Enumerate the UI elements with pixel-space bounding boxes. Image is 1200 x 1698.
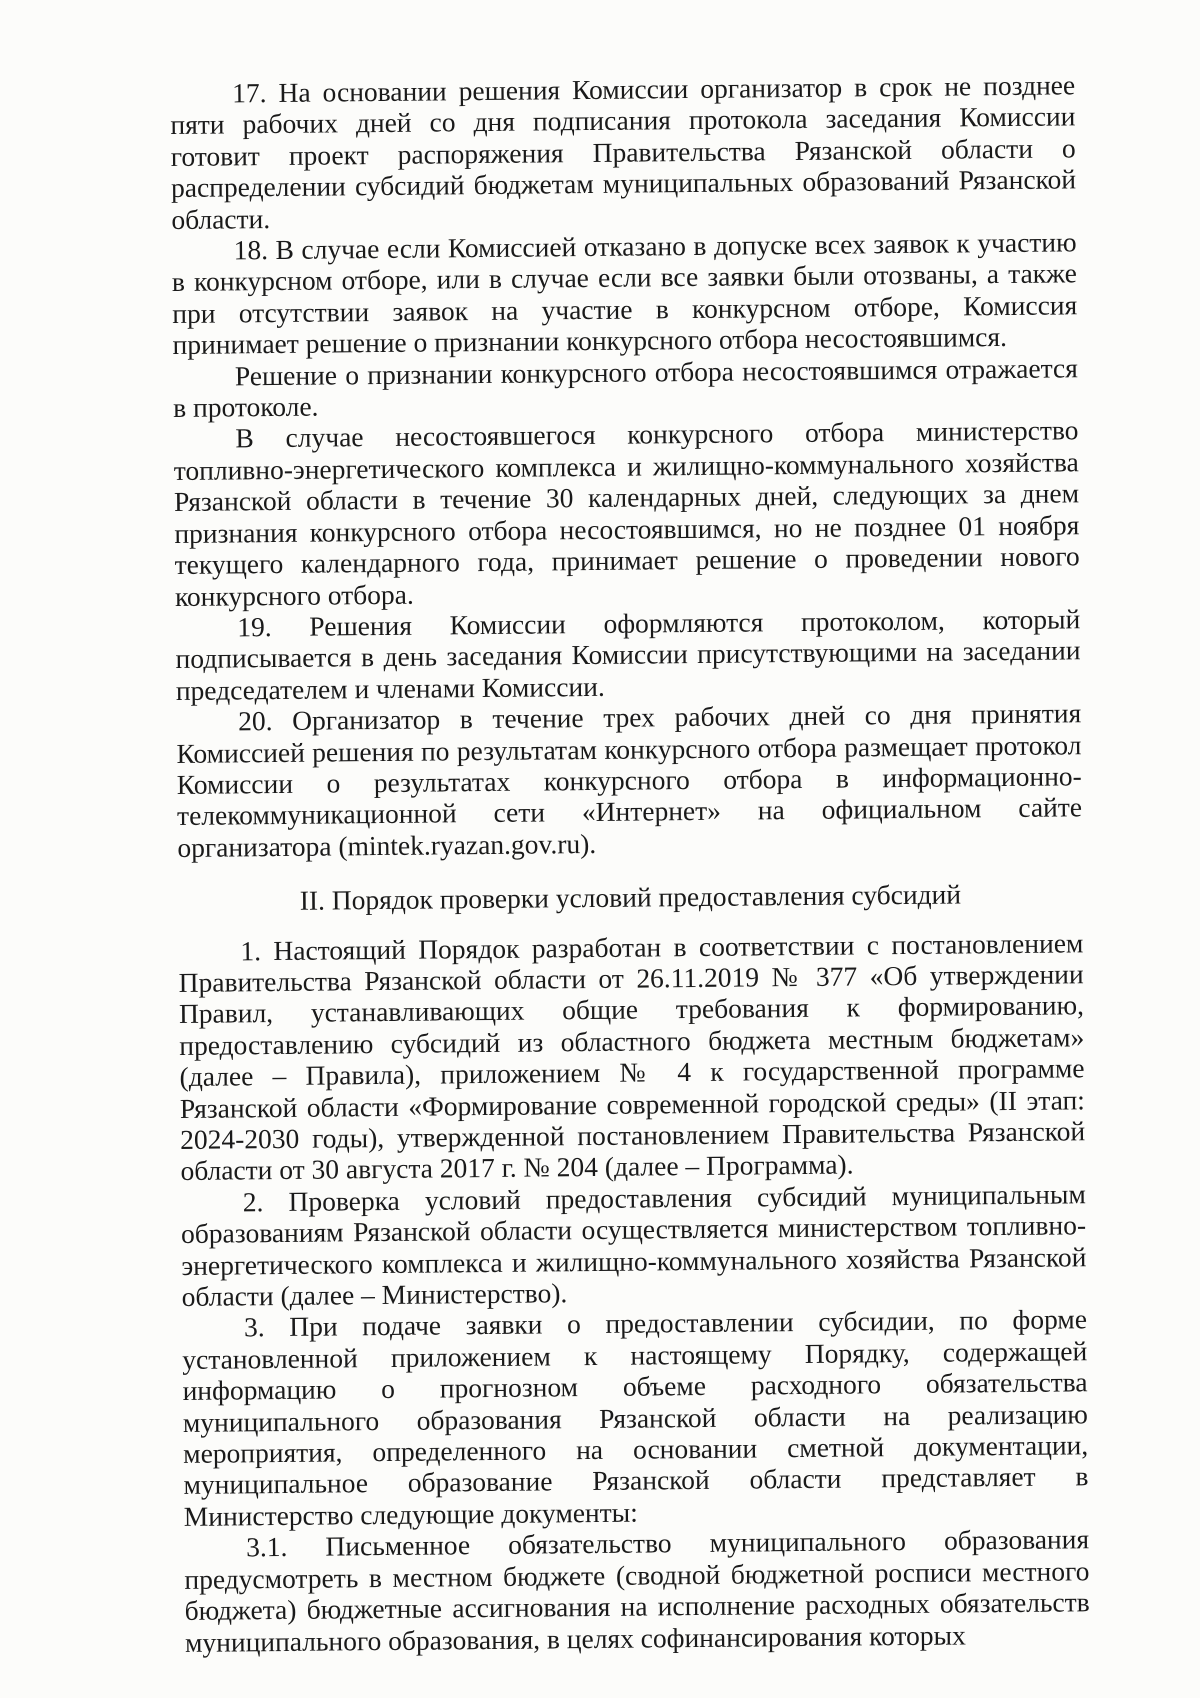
- document-body: [170, 69, 1090, 1658]
- paragraph-20: 20. Организатор в течение трех рабочих дней со дня принятия Комиссией решения по результатам конкурсного отбора размещает протокол Комиссии о результатах конкурсного отбора в информационно-телекоммуникационной сети «Интернет» на официальном сайте организатора (mintek.ryazan.gov.ru).: [176, 697, 1083, 863]
- paragraph-18-decision: Решение о признании конкурсного отбора несостоявшимся отражается в протоколе.: [173, 351, 1078, 424]
- section2-paragraph-1: 1. Настоящий Порядок разработан в соответствии с постановлением Правительства Рязанской области от 26.11.2019 № 377 «Об утверждении Правил, устанавливающих общие требования к формированию, предоставлению субсидий из областного бюджета местным бюджетам» (далее – Правила), приложением № 4 к государственной программе Рязанской области «Формирование современной городской среды» (II этап: 2024-2030 годы), утвержденной постановлением Правительства Рязанской области от 30 августа 2017 г. № 204 (далее – Программа).: [178, 926, 1086, 1187]
- section-heading: II. Порядок проверки условий предоставления субсидий: [299, 878, 962, 916]
- section2-paragraph-3-1: 3.1. Письменное обязательство муниципального образования предусмотреть в местном бюджете (сводной бюджетной росписи местного бюджета) бюджетные ассигнования на исполнение расходных обязательств муниципального образования, в целях софинансирования которых: [184, 1523, 1090, 1658]
- paragraph-18: 18. В случае если Комиссией отказано в допуске всех заявок к участию в конкурсном отборе, или в случае если все заявки были отозваны, а также при отсутствии заявок на участие в конкурсном отборе, Комиссия принимает решение о признании конкурсного отбора несостоявшимся.: [171, 226, 1078, 361]
- paragraph-19: 19. Решения Комиссии оформляются протоколом, который подписывается в день заседания Комиссии присутствующими на заседании председателем и членами Комиссии.: [175, 603, 1081, 706]
- section2-paragraph-2: 2. Проверка условий предоставления субсидий муниципальным образованиям Рязанской области осуществляется министерством топливно-энергетического комплекса и жилищно-коммунального хозяйства Рязанской области (далее – Министерство).: [180, 1178, 1087, 1312]
- paragraph-18-new-selection: В случае несостоявшегося конкурсного отбора министерство топливно-энергетического комплекса и жилищно-коммунального хозяйства Рязанской области в течение 30 календарных дней, следующих за днем признания конкурсного отбора несостоявшимся, но не позднее 01 ноября текущего календарного года, принимает решение о проведении нового конкурсного отбора.: [173, 414, 1080, 612]
- section2-paragraph-3: 3. При подаче заявки о предоставлении субсидии, по форме установленной приложением к настоящему Порядку, содержащей информацию о прогнозном объеме расходного обязательства муниципального образования Рязанской области на реализацию мероприятия, определенного на основании сметной документации, муниципальное образование Рязанской области представляет в Министерство следующие документы:: [182, 1303, 1089, 1532]
- paragraph-17: 17. На основании решения Комиссии организатор в срок не позднее пяти рабочих дней со дня подписания протокола заседания Комиссии готовит проект распоряжения Правительства Рязанской области о распределении субсидий бюджетам муниципальных образований Рязанской области.: [170, 69, 1077, 235]
